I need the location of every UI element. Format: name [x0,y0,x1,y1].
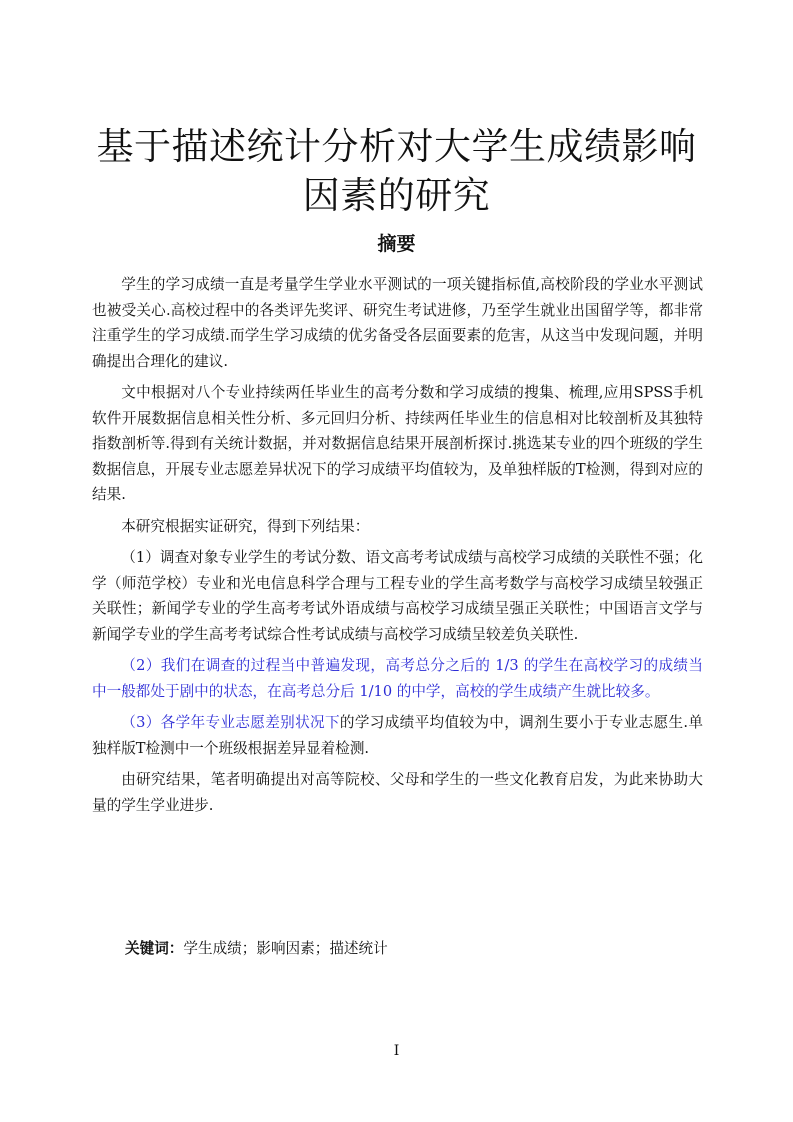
abstract-body [92,272,703,824]
paragraph-result-3-highlight: （3）各学年专业志愿差别状况下 [121,714,340,731]
document-title: 基于描述统计分析对大学生成绩影响因素的研究 [96,125,697,217]
keywords-value: 学生成绩；影响因素；描述统计 [183,940,388,957]
paragraph-intro: 学生的学习成绩一直是考量学生学业水平测试的一项关键指标值,高校阶段的学业水平测试也被受关心.高校过程中的各类评先奖评、研究生考试进修，乃至学生就业出国留学等，都非常注重学生的学习成绩.而学生学习成绩的优劣备受各层面要素的危害，从这当中发现问题，并明确提出合理化的建议. [92,276,703,370]
paragraph-results-lead: 本研究根据实证研究，得到下列结果： [121,517,370,535]
keywords-line [125,937,388,958]
keywords-label: 关键词： [125,940,184,957]
paragraph-conclusion: 由研究结果，笔者明确提出对高等院校、父母和学生的一些文化教育启发，为此来协助大量的学生学业进步. [92,771,703,814]
paragraph-result-2: （2）我们在调查的过程当中普遍发现，高考总分之后的 1/3 的学生在高校学习的成绩当中一般都处于剧中的状态，在高考总分后 1/10 的中学，高校的学生成绩产生就比较多。 [92,657,703,700]
page-number: I [393,1043,400,1059]
abstract-heading: 摘要 [377,233,416,255]
paragraph-result-3-text: 的学习成绩平均值较为中，调剂生要小于专业志愿生.单独样版T检测中一个班级根据差异显着检测. [92,714,703,757]
paragraph-result-1: （1）调查对象专业学生的考试分数、语文高考考试成绩与高校学习成绩的关联性不强；化学（师范学校）专业和光电信息科学合理与工程专业的学生高考数学与高校学习成绩呈较强正关联性；新闻学专业的学生高考考试外语成绩与高校学习成绩呈强正关联性；中国语言文学与新闻学专业的学生高考考试综合性考试成绩与高校学习成绩呈较差负关联性. [92,549,703,643]
paragraph-result-3 [92,710,703,761]
paragraph-method: 文中根据对八个专业持续两任毕业生的高考分数和学习成绩的搜集、梳理,应用SPSS手机软件开展数据信息相关性分析、多元回归分析、持续两任毕业生的信息相对比较剖析及其独特指数剖析等.得到有关统计数据，并对数据信息结果开展剖析探讨.挑选某专业的四个班级的学生数据信息，开展专业志愿差异状况下的学习成绩平均值较为，及单独样版的T检测，得到对应的结果. [92,384,703,503]
